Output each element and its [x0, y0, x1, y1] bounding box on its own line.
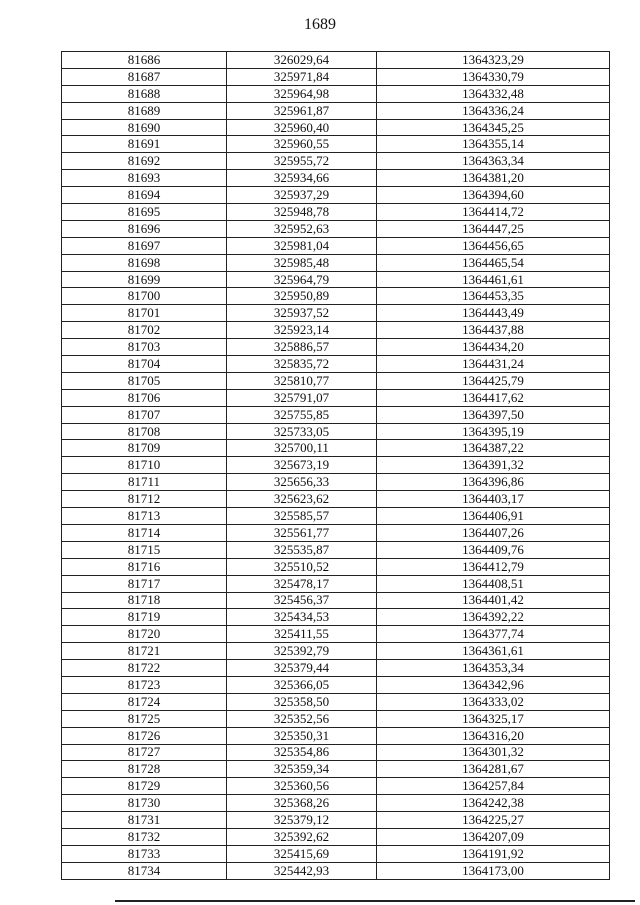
table-row [62, 119, 610, 136]
x-coordinate-cell: 325955,72 [227, 153, 377, 170]
point-number-cell: 81717 [62, 575, 227, 592]
table-row [62, 423, 610, 440]
x-coordinate-cell: 325434,53 [227, 609, 377, 626]
table-row [62, 812, 610, 829]
y-coordinate-cell: 1364394,60 [377, 187, 610, 204]
y-coordinate-cell: 1364417,62 [377, 389, 610, 406]
table-row [62, 558, 610, 575]
point-number-cell: 81716 [62, 558, 227, 575]
x-coordinate-cell: 325535,87 [227, 541, 377, 558]
y-coordinate-cell: 1364225,27 [377, 812, 610, 829]
table-row [62, 153, 610, 170]
table-row [62, 68, 610, 85]
x-coordinate-cell: 325350,31 [227, 727, 377, 744]
table-row [62, 660, 610, 677]
point-number-cell: 81686 [62, 52, 227, 69]
y-coordinate-cell: 1364461,61 [377, 271, 610, 288]
point-number-cell: 81703 [62, 339, 227, 356]
x-coordinate-cell: 325359,34 [227, 761, 377, 778]
x-coordinate-cell: 325950,89 [227, 288, 377, 305]
table-row [62, 761, 610, 778]
table-row [62, 474, 610, 491]
x-coordinate-cell: 325733,05 [227, 423, 377, 440]
point-number-cell: 81697 [62, 237, 227, 254]
x-coordinate-cell: 325755,85 [227, 406, 377, 423]
point-number-cell: 81710 [62, 457, 227, 474]
point-number-cell: 81734 [62, 862, 227, 879]
table-row [62, 727, 610, 744]
y-coordinate-cell: 1364333,02 [377, 693, 610, 710]
x-coordinate-cell: 325948,78 [227, 204, 377, 221]
point-number-cell: 81702 [62, 322, 227, 339]
y-coordinate-cell: 1364395,19 [377, 423, 610, 440]
x-coordinate-cell: 325886,57 [227, 339, 377, 356]
point-number-cell: 81709 [62, 440, 227, 457]
x-coordinate-cell: 325392,79 [227, 643, 377, 660]
point-number-cell: 81694 [62, 187, 227, 204]
x-coordinate-cell: 325960,55 [227, 136, 377, 153]
point-number-cell: 81692 [62, 153, 227, 170]
table-row [62, 592, 610, 609]
table-row [62, 508, 610, 525]
table-row [62, 322, 610, 339]
x-coordinate-cell: 325971,84 [227, 68, 377, 85]
x-coordinate-cell: 325415,69 [227, 845, 377, 862]
point-number-cell: 81723 [62, 676, 227, 693]
table-row [62, 356, 610, 373]
point-number-cell: 81691 [62, 136, 227, 153]
y-coordinate-cell: 1364407,26 [377, 524, 610, 541]
table-row [62, 52, 610, 69]
point-number-cell: 81712 [62, 491, 227, 508]
point-number-cell: 81707 [62, 406, 227, 423]
y-coordinate-cell: 1364257,84 [377, 778, 610, 795]
x-coordinate-cell: 325392,62 [227, 828, 377, 845]
point-number-cell: 81731 [62, 812, 227, 829]
point-number-cell: 81718 [62, 592, 227, 609]
y-coordinate-cell: 1364447,25 [377, 220, 610, 237]
table-row [62, 643, 610, 660]
coordinates-table-body [62, 52, 610, 880]
y-coordinate-cell: 1364453,35 [377, 288, 610, 305]
x-coordinate-cell: 325352,56 [227, 710, 377, 727]
table-row [62, 524, 610, 541]
point-number-cell: 81722 [62, 660, 227, 677]
x-coordinate-cell: 325964,98 [227, 85, 377, 102]
point-number-cell: 81700 [62, 288, 227, 305]
y-coordinate-cell: 1364387,22 [377, 440, 610, 457]
x-coordinate-cell: 325673,19 [227, 457, 377, 474]
table-row [62, 828, 610, 845]
point-number-cell: 81689 [62, 102, 227, 119]
table-row [62, 339, 610, 356]
x-coordinate-cell: 325354,86 [227, 744, 377, 761]
x-coordinate-cell: 325623,62 [227, 491, 377, 508]
point-number-cell: 81728 [62, 761, 227, 778]
table-row [62, 862, 610, 879]
y-coordinate-cell: 1364242,38 [377, 795, 610, 812]
x-coordinate-cell: 325981,04 [227, 237, 377, 254]
table-row [62, 271, 610, 288]
table-row [62, 102, 610, 119]
y-coordinate-cell: 1364207,09 [377, 828, 610, 845]
table-row [62, 237, 610, 254]
x-coordinate-cell: 325810,77 [227, 372, 377, 389]
point-number-cell: 81725 [62, 710, 227, 727]
y-coordinate-cell: 1364173,00 [377, 862, 610, 879]
y-coordinate-cell: 1364401,42 [377, 592, 610, 609]
y-coordinate-cell: 1364456,65 [377, 237, 610, 254]
point-number-cell: 81720 [62, 626, 227, 643]
x-coordinate-cell: 325456,37 [227, 592, 377, 609]
y-coordinate-cell: 1364443,49 [377, 305, 610, 322]
x-coordinate-cell: 325585,57 [227, 508, 377, 525]
x-coordinate-cell: 325937,29 [227, 187, 377, 204]
point-number-cell: 81714 [62, 524, 227, 541]
point-number-cell: 81698 [62, 254, 227, 271]
point-number-cell: 81733 [62, 845, 227, 862]
point-number-cell: 81711 [62, 474, 227, 491]
table-row [62, 204, 610, 221]
table-row [62, 220, 610, 237]
x-coordinate-cell: 325360,56 [227, 778, 377, 795]
y-coordinate-cell: 1364403,17 [377, 491, 610, 508]
table-row [62, 795, 610, 812]
y-coordinate-cell: 1364363,34 [377, 153, 610, 170]
y-coordinate-cell: 1364342,96 [377, 676, 610, 693]
table-row [62, 778, 610, 795]
x-coordinate-cell: 325561,77 [227, 524, 377, 541]
table-row [62, 440, 610, 457]
y-coordinate-cell: 1364396,86 [377, 474, 610, 491]
point-number-cell: 81690 [62, 119, 227, 136]
table-row [62, 288, 610, 305]
bottom-rule [115, 900, 635, 902]
x-coordinate-cell: 325379,12 [227, 812, 377, 829]
point-number-cell: 81704 [62, 356, 227, 373]
point-number-cell: 81701 [62, 305, 227, 322]
table-row [62, 609, 610, 626]
x-coordinate-cell: 325366,05 [227, 676, 377, 693]
point-number-cell: 81726 [62, 727, 227, 744]
table-row [62, 744, 610, 761]
x-coordinate-cell: 325985,48 [227, 254, 377, 271]
x-coordinate-cell: 325368,26 [227, 795, 377, 812]
table-row [62, 187, 610, 204]
table-row [62, 457, 610, 474]
x-coordinate-cell: 325478,17 [227, 575, 377, 592]
x-coordinate-cell: 325791,07 [227, 389, 377, 406]
x-coordinate-cell: 325952,63 [227, 220, 377, 237]
point-number-cell: 81730 [62, 795, 227, 812]
point-number-cell: 81715 [62, 541, 227, 558]
x-coordinate-cell: 325835,72 [227, 356, 377, 373]
y-coordinate-cell: 1364425,79 [377, 372, 610, 389]
x-coordinate-cell: 325934,66 [227, 170, 377, 187]
y-coordinate-cell: 1364323,29 [377, 52, 610, 69]
table-row [62, 710, 610, 727]
y-coordinate-cell: 1364408,51 [377, 575, 610, 592]
x-coordinate-cell: 325964,79 [227, 271, 377, 288]
point-number-cell: 81727 [62, 744, 227, 761]
y-coordinate-cell: 1364377,74 [377, 626, 610, 643]
x-coordinate-cell: 325961,87 [227, 102, 377, 119]
y-coordinate-cell: 1364412,79 [377, 558, 610, 575]
table-row [62, 626, 610, 643]
y-coordinate-cell: 1364345,25 [377, 119, 610, 136]
point-number-cell: 81713 [62, 508, 227, 525]
y-coordinate-cell: 1364316,20 [377, 727, 610, 744]
y-coordinate-cell: 1364325,17 [377, 710, 610, 727]
table-row [62, 693, 610, 710]
point-number-cell: 81687 [62, 68, 227, 85]
y-coordinate-cell: 1364361,61 [377, 643, 610, 660]
x-coordinate-cell: 325510,52 [227, 558, 377, 575]
point-number-cell: 81724 [62, 693, 227, 710]
point-number-cell: 81721 [62, 643, 227, 660]
page-number: 1689 [304, 16, 336, 33]
y-coordinate-cell: 1364431,24 [377, 356, 610, 373]
x-coordinate-cell: 326029,64 [227, 52, 377, 69]
y-coordinate-cell: 1364392,22 [377, 609, 610, 626]
y-coordinate-cell: 1364353,34 [377, 660, 610, 677]
table-row [62, 170, 610, 187]
y-coordinate-cell: 1364330,79 [377, 68, 610, 85]
x-coordinate-cell: 325923,14 [227, 322, 377, 339]
point-number-cell: 81732 [62, 828, 227, 845]
x-coordinate-cell: 325656,33 [227, 474, 377, 491]
y-coordinate-cell: 1364465,54 [377, 254, 610, 271]
table-row [62, 305, 610, 322]
y-coordinate-cell: 1364391,32 [377, 457, 610, 474]
table-row [62, 406, 610, 423]
point-number-cell: 81708 [62, 423, 227, 440]
y-coordinate-cell: 1364409,76 [377, 541, 610, 558]
table-row [62, 389, 610, 406]
point-number-cell: 81719 [62, 609, 227, 626]
table-row [62, 491, 610, 508]
y-coordinate-cell: 1364414,72 [377, 204, 610, 221]
x-coordinate-cell: 325379,44 [227, 660, 377, 677]
y-coordinate-cell: 1364381,20 [377, 170, 610, 187]
point-number-cell: 81693 [62, 170, 227, 187]
table-row [62, 575, 610, 592]
y-coordinate-cell: 1364281,67 [377, 761, 610, 778]
x-coordinate-cell: 325937,52 [227, 305, 377, 322]
table-row [62, 85, 610, 102]
coordinates-table [61, 51, 610, 880]
x-coordinate-cell: 325411,55 [227, 626, 377, 643]
x-coordinate-cell: 325960,40 [227, 119, 377, 136]
table-row [62, 541, 610, 558]
table-row [62, 676, 610, 693]
x-coordinate-cell: 325358,50 [227, 693, 377, 710]
y-coordinate-cell: 1364437,88 [377, 322, 610, 339]
table-row [62, 372, 610, 389]
x-coordinate-cell: 325700,11 [227, 440, 377, 457]
point-number-cell: 81695 [62, 204, 227, 221]
point-number-cell: 81706 [62, 389, 227, 406]
table-row [62, 845, 610, 862]
table-row [62, 254, 610, 271]
point-number-cell: 81729 [62, 778, 227, 795]
y-coordinate-cell: 1364301,32 [377, 744, 610, 761]
y-coordinate-cell: 1364397,50 [377, 406, 610, 423]
y-coordinate-cell: 1364336,24 [377, 102, 610, 119]
y-coordinate-cell: 1364434,20 [377, 339, 610, 356]
y-coordinate-cell: 1364332,48 [377, 85, 610, 102]
y-coordinate-cell: 1364406,91 [377, 508, 610, 525]
point-number-cell: 81705 [62, 372, 227, 389]
point-number-cell: 81696 [62, 220, 227, 237]
point-number-cell: 81688 [62, 85, 227, 102]
y-coordinate-cell: 1364355,14 [377, 136, 610, 153]
x-coordinate-cell: 325442,93 [227, 862, 377, 879]
y-coordinate-cell: 1364191,92 [377, 845, 610, 862]
table-row [62, 136, 610, 153]
point-number-cell: 81699 [62, 271, 227, 288]
